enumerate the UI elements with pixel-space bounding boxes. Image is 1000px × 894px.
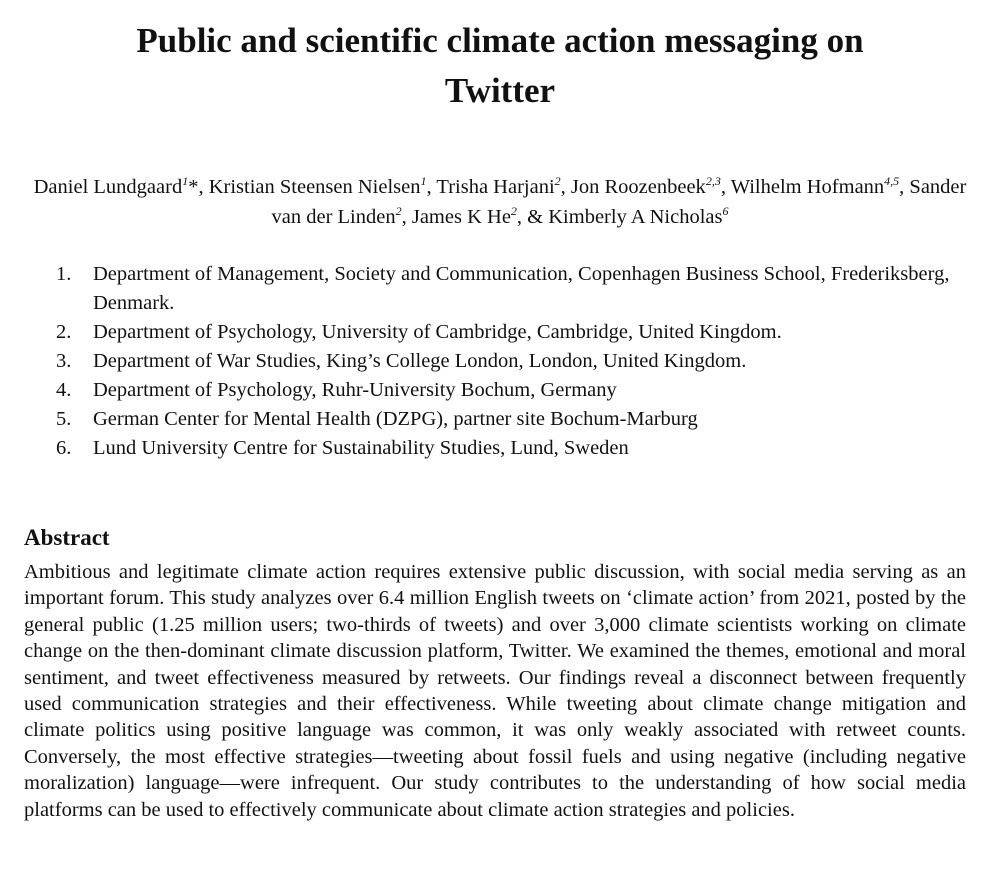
affiliation-list: [0, 260, 1000, 463]
author-affiliation-marker: 2: [554, 174, 561, 189]
affiliation-item: [0, 347, 953, 376]
affiliation-number: 2.: [56, 321, 72, 343]
author-affiliation-marker: 1: [182, 174, 189, 189]
affiliation-number: 3.: [56, 350, 72, 372]
author-affiliation-marker: 2,3: [705, 174, 721, 189]
paper-title: [40, 16, 960, 116]
affiliation-text: German Center for Mental Health (DZPG), partner site Bochum-Marburg: [93, 408, 698, 430]
author-affiliation-marker: 2: [395, 204, 402, 219]
author-name: Kimberly A Nicholas: [548, 206, 723, 228]
affiliation-text: Department of War Studies, King’s College London, London, United Kingdom.: [93, 350, 747, 372]
author-separator: , &: [516, 206, 549, 228]
author-affiliation-marker: 1: [420, 174, 427, 189]
affiliation-number: 5.: [56, 408, 72, 430]
affiliation-text: Department of Management, Society and Communication, Copenhagen Business School, Frederiksberg, Denmark.: [93, 263, 950, 314]
affiliation-item: [0, 405, 953, 434]
author-separator: ,: [720, 176, 731, 198]
author-separator: ,: [899, 176, 910, 198]
affiliation-text: Department of Psychology, University of Cambridge, Cambridge, United Kingdom.: [93, 321, 782, 343]
affiliation-item: [0, 434, 953, 463]
author-name: Daniel Lundgaard: [33, 176, 183, 198]
author-separator: *,: [188, 176, 209, 198]
paper-title-line-2: Twitter: [444, 71, 556, 110]
author-affiliation-marker: 6: [722, 204, 729, 219]
affiliation-item: [0, 318, 953, 347]
abstract-body: Ambitious and legitimate climate action requires extensive public discussion, with social media serving as an important forum. This study analyzes over 6.4 million English tweets on ‘climate action’ from 2021, posted by the general public (1.25 million users; two-thirds of tweets) and over 3,000 climate scientists working on climate change on the then-dominant climate discussion platform, Twitter. We examined the themes, emotional and moral sentiment, and tweet effectiveness measured by retweets. Our findings reveal a disconnect between frequently used communication strategies and their effectiveness. While tweeting about climate change mitigation and climate politics using positive language was common, it was only weakly associated with retweet counts. Conversely, the most effective strategies—tweeting about fossil fuels and using negative (including negative moralization) language—were infrequent. Our study contributes to the understanding of how social media platforms can be used to effectively communicate about climate action strategies and policies.: [24, 561, 966, 821]
author-separator: ,: [426, 176, 437, 198]
author-name: Sander van der Linden: [271, 176, 967, 228]
abstract-heading: Abstract: [24, 525, 110, 550]
paper-title-line-1: Public and scientific climate action messaging on: [136, 21, 864, 60]
affiliation-number: 4.: [56, 379, 72, 401]
affiliation-item: [0, 260, 953, 318]
author-affiliation-marker: 4,5: [884, 174, 900, 189]
author-separator: ,: [401, 206, 412, 228]
author-affiliation-marker: 2: [510, 204, 517, 219]
affiliation-number: 1.: [56, 263, 72, 285]
author-name: Kristian Steensen Nielsen: [208, 176, 421, 198]
author-name: Wilhelm Hofmann: [730, 176, 885, 198]
author-separator: ,: [560, 176, 571, 198]
author-name: Trisha Harjani: [436, 176, 555, 198]
affiliation-number: 6.: [56, 437, 72, 459]
affiliation-text: Department of Psychology, Ruhr-University Bochum, Germany: [93, 379, 617, 401]
affiliation-text: Lund University Centre for Sustainability Studies, Lund, Sweden: [93, 437, 629, 459]
affiliation-item: [0, 376, 953, 405]
author-name: Jon Roozenbeek: [570, 176, 706, 198]
author-list: [30, 172, 970, 232]
author-name: James K He: [411, 206, 511, 228]
